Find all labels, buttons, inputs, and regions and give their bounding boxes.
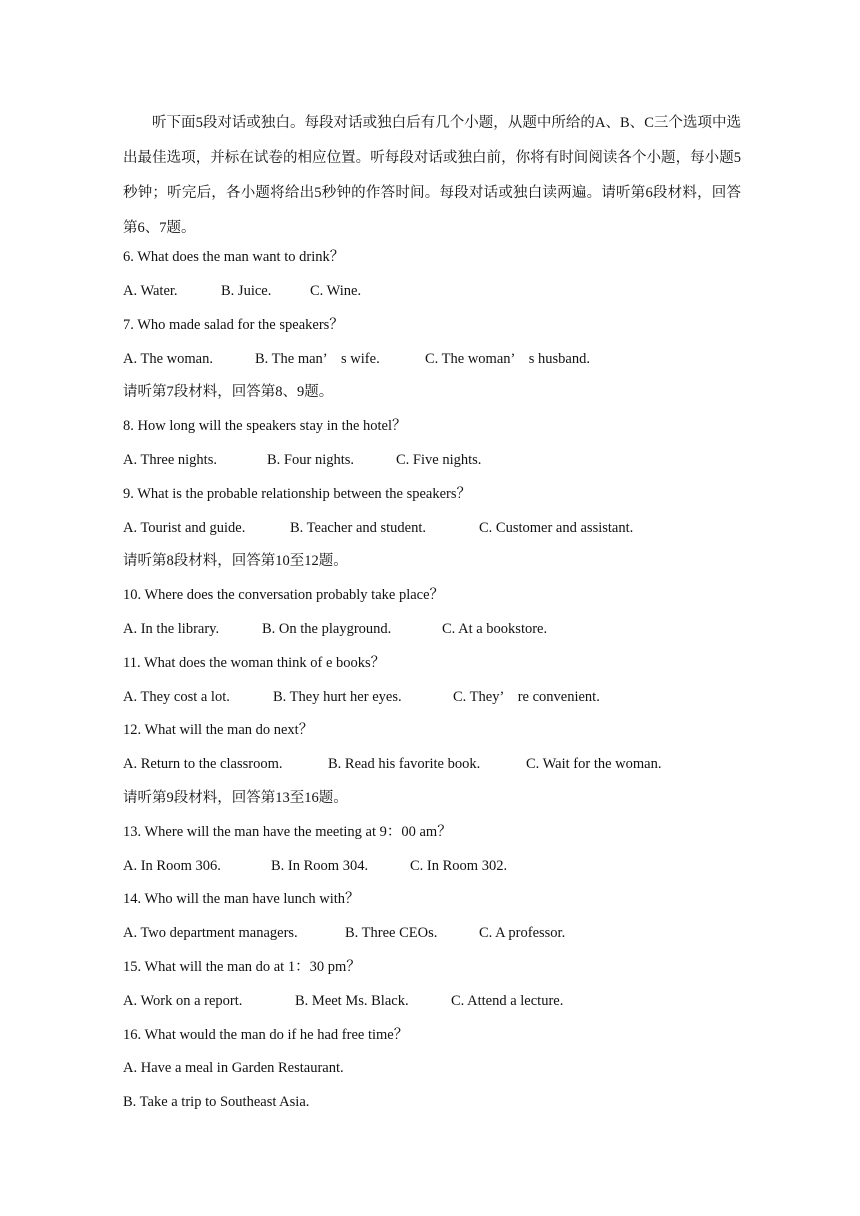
option-a: A. Work on a report. xyxy=(123,993,243,1009)
option-c: C. Attend a lecture. xyxy=(451,993,564,1009)
question-15: 15. What will the man do at 1：30 pm？ xyxy=(123,959,361,975)
section-instruction-8: 请听第8段材料，回答第10至12题。 xyxy=(123,553,348,569)
option-a: A. Have a meal in Garden Restaurant. xyxy=(123,1060,344,1076)
option-a: A. The woman. xyxy=(123,351,213,367)
option-b: B. Juice. xyxy=(221,283,272,299)
question-9: 9. What is the probable relationship between the speakers？ xyxy=(123,486,472,502)
option-b: B. On the playground. xyxy=(262,621,392,637)
question-16: 16. What would the man do if he had free time？ xyxy=(123,1027,409,1043)
question-6: 6. What does the man want to drink？ xyxy=(123,249,345,265)
option-c: C. In Room 302. xyxy=(410,858,508,874)
question-11: 11. What does the woman think of e books？ xyxy=(123,655,386,671)
option-b: B. Three CEOs. xyxy=(345,925,438,941)
question-8: 8. How long will the speakers stay in the hotel？ xyxy=(123,418,407,434)
option-a: A. Water. xyxy=(123,283,178,299)
option-a: A. Two department managers. xyxy=(123,925,298,941)
option-a: A. In Room 306. xyxy=(123,858,221,874)
option-c: C. A professor. xyxy=(479,925,566,941)
section-instruction-7: 请听第7段材料，回答第8、9题。 xyxy=(123,384,334,400)
question-13: 13. Where will the man have the meeting at 9：00 am？ xyxy=(123,824,452,840)
option-c: C. Wait for the woman. xyxy=(526,756,662,772)
option-b: B. They hurt her eyes. xyxy=(273,689,402,705)
option-b: B. Read his favorite book. xyxy=(328,756,481,772)
listening-instructions: 听下面5段对话或独白。每段对话或独白后有几个小题，从题中所给的A、B、C三个选项中选出最佳选项，并标在试卷的相应位置。听每段对话或独白前，你将有时间阅读各个小题，每小题5秒钟；听完后，各小题将给出5秒钟的作答时间。每段对话或独白读两遍。请听第6段材料，回答第6、7题。 xyxy=(123,115,741,236)
question-12: 12. What will the man do next？ xyxy=(123,722,314,738)
option-c: C. Wine. xyxy=(310,283,362,299)
question-14: 14. Who will the man have lunch with？ xyxy=(123,891,360,907)
option-a: A. They cost a lot. xyxy=(123,689,230,705)
option-b: B. Take a trip to Southeast Asia. xyxy=(123,1094,310,1110)
option-b: B. Teacher and student. xyxy=(290,520,427,536)
option-a: A. Return to the classroom. xyxy=(123,756,283,772)
option-a: A. Three nights. xyxy=(123,452,217,468)
option-b: B. Four nights. xyxy=(267,452,355,468)
option-b: B. Meet Ms. Black. xyxy=(295,993,409,1009)
question-10: 10. Where does the conversation probably take place？ xyxy=(123,587,445,603)
option-a: A. In the library. xyxy=(123,621,220,637)
option-b: B. In Room 304. xyxy=(271,858,369,874)
option-c: C. Customer and assistant. xyxy=(479,520,634,536)
question-7: 7. Who made salad for the speakers？ xyxy=(123,317,344,333)
option-c: C. They’ re convenient. xyxy=(453,689,600,705)
section-instruction-9: 请听第9段材料，回答第13至16题。 xyxy=(123,790,348,806)
option-c: C. The woman’ s husband. xyxy=(425,351,590,367)
option-a: A. Tourist and guide. xyxy=(123,520,246,536)
option-c: C. At a bookstore. xyxy=(442,621,548,637)
option-b: B. The man’ s wife. xyxy=(255,351,380,367)
option-c: C. Five nights. xyxy=(396,452,482,468)
